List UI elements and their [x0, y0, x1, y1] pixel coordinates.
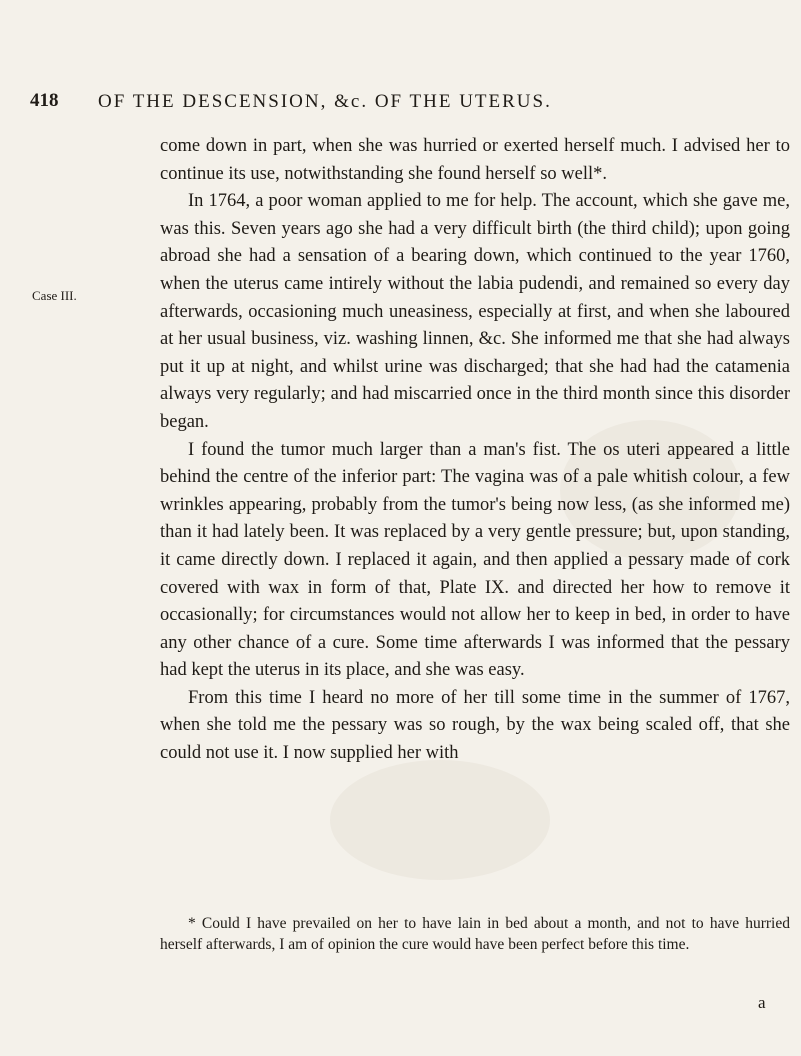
paper-stain — [330, 760, 550, 880]
running-head: OF THE DESCENSION, &c. OF THE UTERUS. — [98, 91, 552, 112]
paragraph: I found the tumor much larger than a man's fist. The os uteri appeared a little behind the centre of the inferior part: The vagina was of a pale whitish colour, a few wrinkles appearing, probably from the tumor's being now less, (as she informed me) than it had lately been. It was replaced by a very gentle pressure; but, upon standing, it came directly down. I replaced it again, and then applied a pessary made of cork covered with wax in form of that, Plate IX. and directed her how to remove it occasionally; for circumstances would not allow her to keep in bed, in order to have any other chance of a cure. Some time afterwards I was informed that the pessary had kept the uterus in its place, and she was easy. — [160, 439, 790, 681]
footnote — [160, 913, 790, 955]
page-header — [30, 90, 790, 120]
catchword: a — [758, 993, 766, 1012]
body-text — [160, 133, 790, 768]
footnote-text: * Could I have prevailed on her to have lain in bed about a month, and not to have hurried herself afterwards, I am of opinion the cure would have been perfect before this time. — [160, 915, 790, 953]
margin-note: Case III. — [32, 288, 77, 303]
page-number: 418 — [30, 90, 59, 111]
paragraph: From this time I heard no more of her till some time in the summer of 1767, when she told me the pessary was so rough, by the wax being scaled off, that she could not use it. I now supplied her with — [160, 687, 790, 764]
paragraph: In 1764, a poor woman applied to me for help. The account, which she gave me, was this. Seven years ago she had a very difficult birth (the third child); upon going abroad she had a sensation of a bearing down, which continued to the year 1760, when the uterus came intirely without the labia pudendi, and remained so every day afterwards, occasioning much uneasiness, especially at first, and when she laboured at her usual business, viz. washing linnen, &c. She informed me that she had always put it up at night, and whilst urine was discharged; that she had had the catamenia always very regularly; and had miscarried once in the third month since this disorder began. — [160, 191, 790, 432]
paragraph: come down in part, when she was hurried or exerted herself much. I advised her to continue its use, notwithstanding she found herself so well*. — [160, 136, 790, 184]
